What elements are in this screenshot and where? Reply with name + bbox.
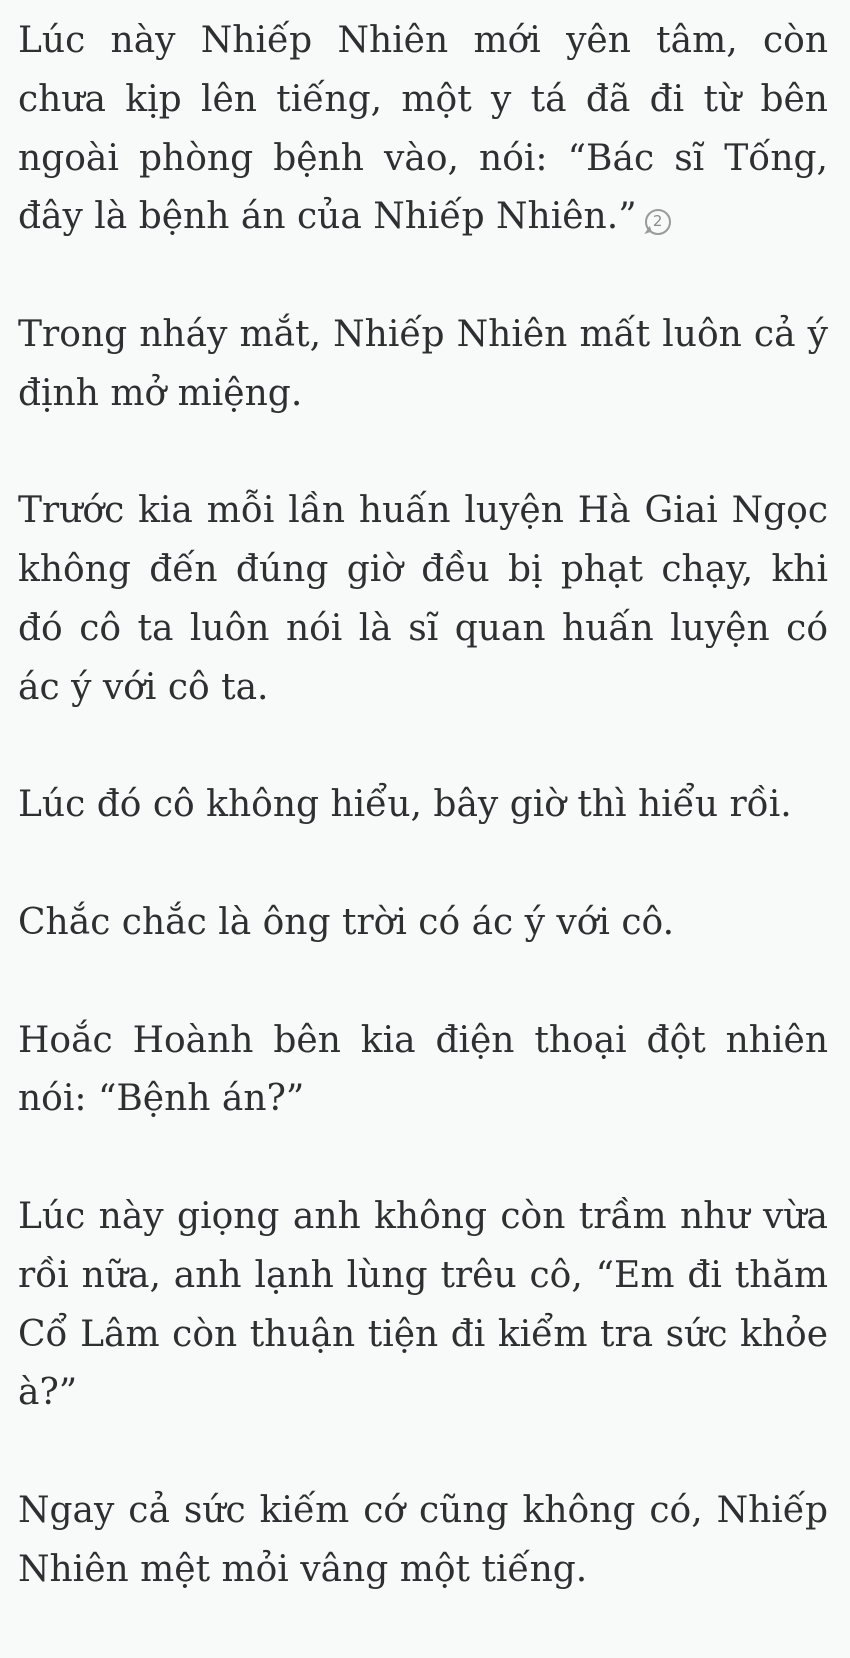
comment-bubble-icon[interactable] <box>645 209 671 235</box>
reading-content <box>18 12 828 1658</box>
paragraph-1-text: Lúc này Nhiếp Nhiên mới yên tâm, còn chưa kịp lên tiếng, một y tá đã đi từ bên ngoài phòng bệnh vào, nói: “Bác sĩ Tống, đây là bệnh án của Nhiếp Nhiên.” <box>18 20 828 238</box>
paragraph-6: Hoắc Hoành bên kia điện thoại đột nhiên nói: “Bệnh án?” <box>18 1019 828 1120</box>
paragraph-8: Ngay cả sức kiếm cớ cũng không có, Nhiếp Nhiên mệt mỏi vâng một tiếng. <box>18 1489 828 1590</box>
paragraph-1 <box>18 12 828 247</box>
paragraph-3: Trước kia mỗi lần huấn luyện Hà Giai Ngọc không đến đúng giờ đều bị phạt chạy, khi đó cô ta luôn nói là sĩ quan huấn luyện có ác ý với cô ta. <box>18 490 828 708</box>
paragraph-2: Trong nháy mắt, Nhiếp Nhiên mất luôn cả ý định mở miệng. <box>18 313 828 414</box>
paragraph-7: Lúc này giọng anh không còn trầm như vừa rồi nữa, anh lạnh lùng trêu cô, “Em đi thăm Cổ Lâm còn thuận tiện đi kiểm tra sức khỏe à?” <box>18 1195 828 1414</box>
paragraph-4: Lúc đó cô không hiểu, bây giờ thì hiểu rồi. <box>18 784 792 826</box>
paragraph-5: Chắc chắc là ông trời có ác ý với cô. <box>18 901 675 943</box>
comment-count: 2 <box>652 212 663 231</box>
